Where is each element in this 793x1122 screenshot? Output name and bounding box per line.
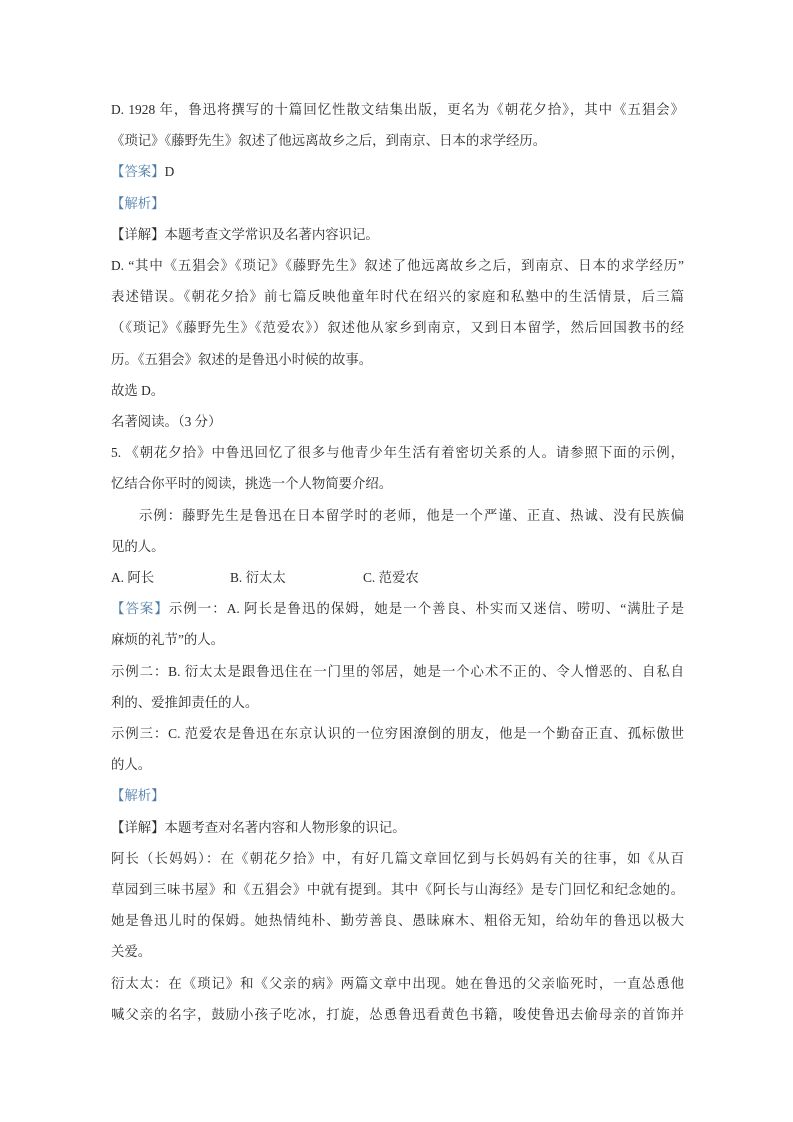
- text-segment: D. “其中《五猖会》《琐记》《藤野先生》叙述了他远离故乡之后，到南京、日本的求学经历”: [111, 258, 684, 274]
- text-line: [111, 874, 684, 905]
- text-line: [111, 375, 684, 406]
- option-c: C. 范爱农: [363, 570, 419, 586]
- text-segment: 表述错误。《朝花夕拾》前七篇反映他童年时代在绍兴的家庭和私塾中的生活情景，后三篇: [111, 289, 684, 305]
- text-line: [111, 999, 684, 1030]
- text-segment: D. 1928 年，鲁迅将撰写的十篇回忆性散文结集出版，更名为《朝花夕拾》，其中《五猖会》: [111, 102, 684, 117]
- text-segment: 【详解】本题考查文学常识及名著内容识记。: [111, 226, 379, 242]
- analysis-line: [111, 780, 684, 811]
- text-segment: 名著阅读。（3 分）: [111, 414, 222, 430]
- text-line: [111, 344, 684, 375]
- analysis-label: 【解析】: [111, 788, 165, 804]
- text-line: [111, 656, 684, 687]
- detail-line: [111, 812, 684, 843]
- text-line: [111, 624, 684, 655]
- text-line: [111, 500, 684, 531]
- text-segment: 麻烦的礼节”的人。: [111, 632, 225, 648]
- document-content: [111, 94, 684, 1030]
- question-5: [111, 437, 684, 468]
- text-segment: 历。《五猖会》叙述的是鲁迅小时候的故事。: [111, 351, 373, 367]
- text-line: [111, 749, 684, 780]
- text-line: [111, 125, 684, 156]
- text-line: [111, 250, 684, 281]
- text-line: [111, 312, 684, 343]
- text-segment: 衍太太：在《琐记》和《父亲的病》两篇文章中出现。她在鲁迅的父亲临死时，一直怂恿他: [111, 975, 684, 991]
- text-line: [111, 531, 684, 562]
- section-heading: [111, 406, 684, 437]
- answer-label: 【答案】: [111, 164, 165, 180]
- text-segment: 故选 D。: [111, 382, 165, 398]
- answer-line: [111, 593, 684, 624]
- answer-line: [111, 156, 684, 187]
- text-segment: 示例三：C. 范爱农是鲁迅在东京认识的一位穷困潦倒的朋友，他是一个勤奋正直、孤标傲世: [111, 726, 684, 742]
- text-segment: 示例一：A. 阿长是鲁迅的保姆，她是一个善良、朴实而又迷信、唠叨、“满肚子是: [168, 601, 684, 617]
- analysis-line: [111, 188, 684, 219]
- text-segment: 忆结合你平时的阅读，挑选一个人物简要介绍。: [111, 476, 393, 492]
- text-segment: 的人。: [111, 757, 152, 773]
- text-line: [111, 905, 684, 936]
- text-segment: 5. 《朝花夕拾》中鲁迅回忆了很多与他青少年生活有着密切关系的人。请参照下面的示例，: [111, 445, 684, 461]
- options-line: [111, 562, 684, 593]
- text-line: [111, 687, 684, 718]
- analysis-label: 【解析】: [111, 195, 165, 211]
- text-line: [111, 94, 684, 125]
- detail-line: [111, 219, 684, 250]
- text-segment: 利的、爱推卸责任的人。: [111, 694, 259, 710]
- text-segment: 关爱。: [111, 944, 152, 960]
- text-segment: 她是鲁迅儿时的保姆。她热情纯朴、勤劳善良、愚昧麻木、粗俗无知，给幼年的鲁迅以极大: [111, 913, 684, 929]
- text-line: [111, 968, 684, 999]
- text-segment: （《琐记》《藤野先生》《范爱农》）叙述他从家乡到南京，又到日本留学，然后回国教书的经: [111, 320, 684, 336]
- text-segment: 示例二：B. 衍太太是跟鲁迅住在一门里的邻居，她是一个心术不正的、令人憎恶的、自私自: [111, 663, 684, 679]
- text-line: [111, 843, 684, 874]
- text-segment: 示例：藤野先生是鲁迅在日本留学时的老师，他是一个严谨、正直、热诚、没有民族偏: [139, 507, 684, 523]
- text-line: [111, 281, 684, 312]
- text-segment: 《琐记》《藤野先生》叙述了他远离故乡之后，到南京、日本的求学经历。: [111, 133, 547, 149]
- text-line: [111, 468, 684, 499]
- text-segment: 【详解】本题考查对名著内容和人物形象的识记。: [111, 819, 406, 835]
- text-segment: 见的人。: [111, 538, 165, 554]
- text-segment: 喊父亲的名字，鼓励小孩子吃冰，打旋，怂恿鲁迅看黄色书籍，唆使鲁迅去偷母亲的首饰并: [111, 1006, 684, 1022]
- text-line: [111, 936, 684, 967]
- text-line: [111, 718, 684, 749]
- text-segment: 阿长（长妈妈）：在《朝花夕拾》中，有好几篇文章回忆到与长妈妈有关的往事，如《从百: [111, 850, 684, 866]
- option-b: B. 衍太太: [230, 570, 286, 586]
- answer-label: 【答案】: [111, 601, 169, 617]
- answer-value: D: [164, 164, 175, 180]
- text-segment: 草园到三味书屋》和《五猖会》中就有提到。其中《阿长与山海经》是专门回忆和纪念她的。: [111, 882, 684, 898]
- option-a: A. 阿长: [111, 570, 155, 586]
